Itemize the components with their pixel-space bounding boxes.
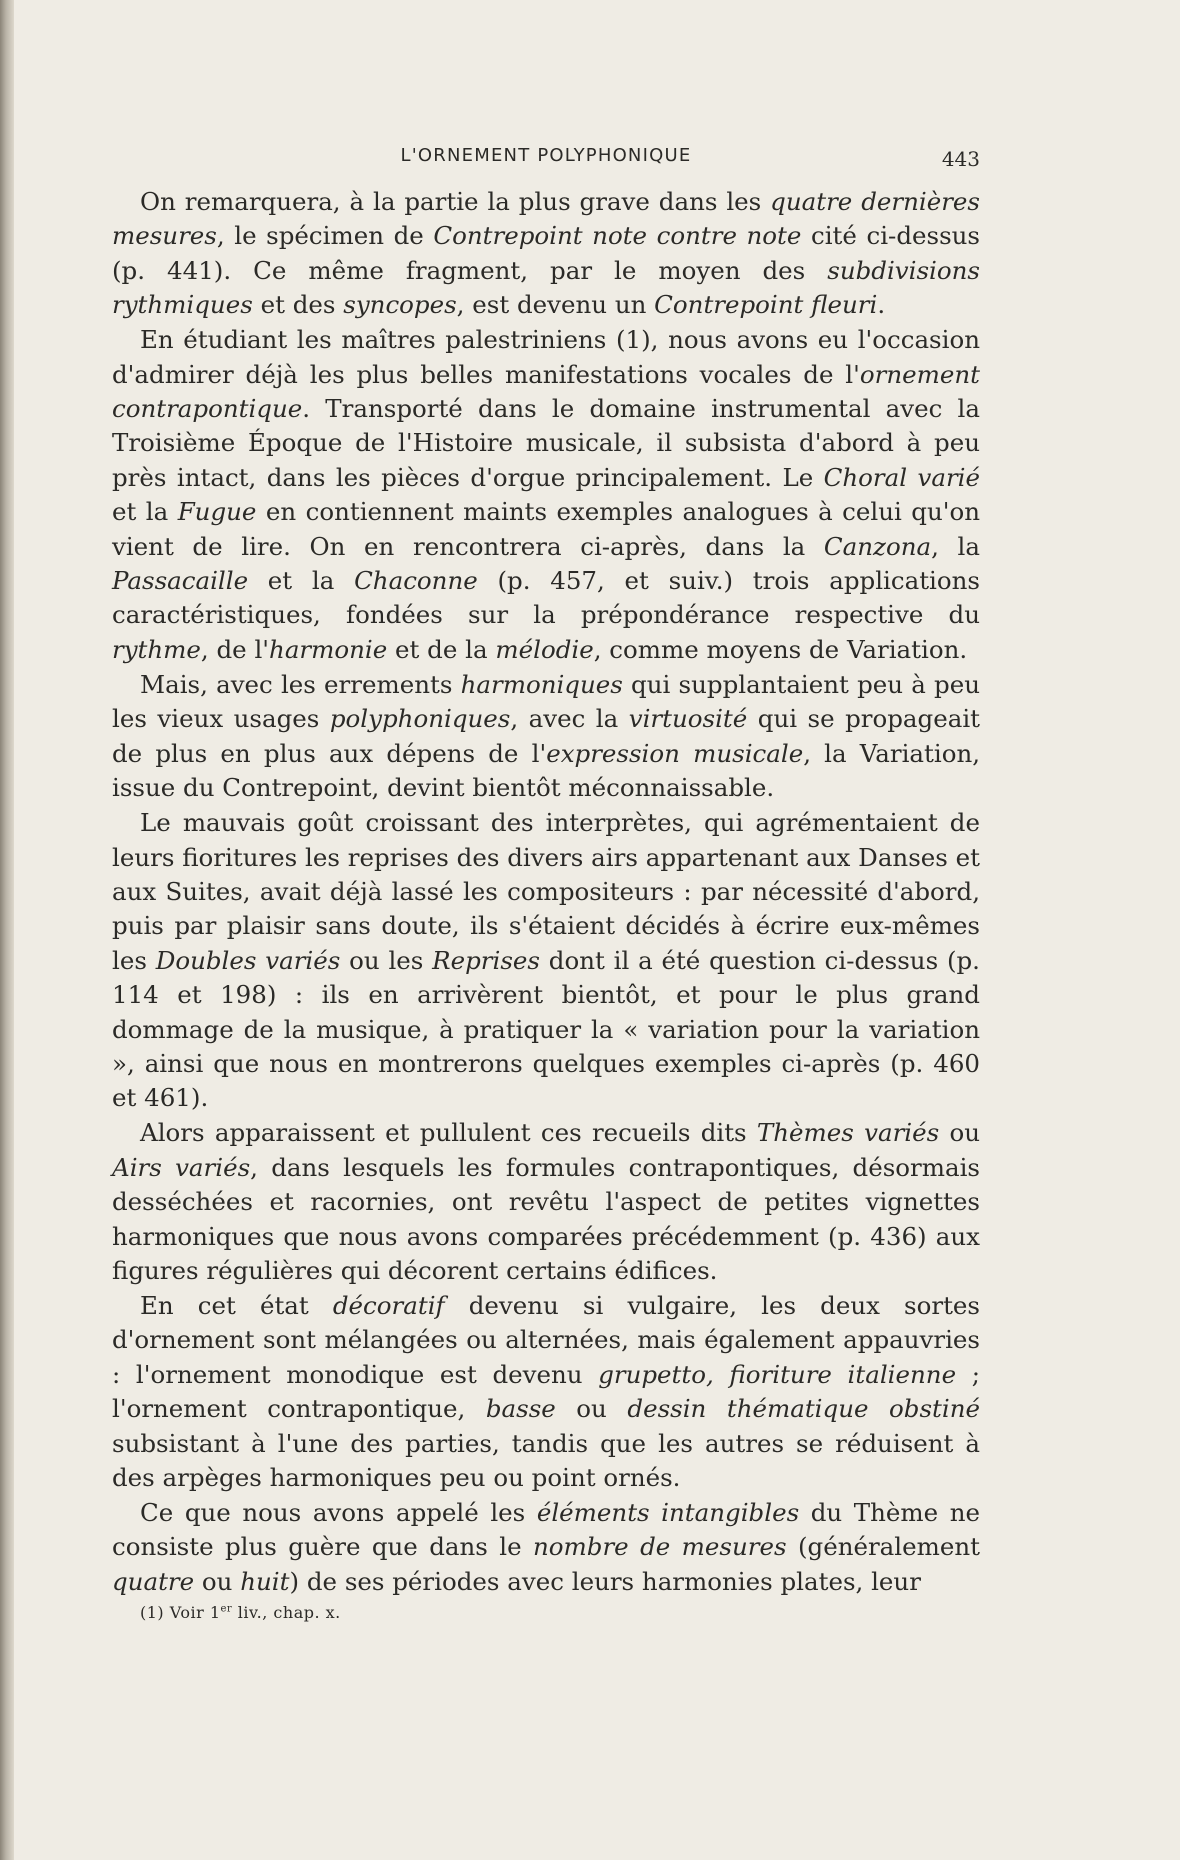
text-run: dont il a été question ci-dessus (p. 114 et 198) : ils en arrivèrent bientôt, et pour le plus grand dommage de la musique, à pratiquer la « variation pour la variation », ainsi que nous en montrerons quelques exemples ci-après (p. 460 et 461). (112, 945, 980, 1113)
italic-run: polyphoniques (329, 704, 511, 734)
italic-run: expression musicale (546, 738, 804, 768)
footnote (140, 1603, 341, 1622)
paragraph-5 (112, 1116, 980, 1288)
italic-run: virtuosité (628, 704, 748, 734)
body-text (112, 185, 980, 1599)
text-run: ; l'ornement contrapontique, (112, 1359, 980, 1424)
text-run: , le spécimen de (216, 221, 434, 251)
italic-run: dessin thématique obstiné (627, 1394, 980, 1424)
text-run: Le mauvais goût croissant des interprètes, qui agrémentaient de leurs fioritures les reprises des divers airs appartenant aux Danses et aux Suites, avait déjà lassé les compositeurs : par nécessité d'abord, puis par plaisir sans doute, ils s'étaient décidés à écrire eux-mêmes les (112, 808, 980, 975)
text-run: ) de ses périodes avec leurs harmonies plates, leur (289, 1566, 921, 1596)
italic-run: syncopes (343, 290, 457, 320)
text-run: , comme moyens de Variation. (593, 634, 968, 664)
italic-run: Thèmes variés (756, 1118, 940, 1148)
italic-run: éléments intangibles (536, 1498, 800, 1527)
text-run: qui se propageait de plus en plus aux dépens de l' (112, 704, 981, 768)
paragraph-1 (112, 185, 980, 323)
paragraph-6 (112, 1289, 980, 1495)
text-run: en contiennent maints exemples analogues à celui qu'on vient de lire. On en rencontrera ci-après, dans la (112, 497, 980, 561)
italic-run: ornement contrapontique (112, 359, 980, 424)
text-run: qui supplantaient peu à peu les vieux usages (112, 669, 981, 734)
text-run: ou (555, 1394, 628, 1424)
italic-run: Fugue (177, 497, 257, 527)
italic-run: huit (240, 1566, 290, 1596)
text-run: ou les (340, 945, 433, 975)
text-run: En étudiant les maîtres palestriniens (1), nous avons eu l'occasion d'admirer déjà les plus belles manifestations vocales de l' (112, 325, 980, 389)
footnote-marker: (1) Voir 1 (140, 1603, 221, 1622)
text-run: subsistant à l'une des parties, tandis que les autres se réduisent à des arpèges harmoniques peu ou point ornés. (112, 1428, 980, 1492)
italic-run: Contrepoint note contre note (433, 221, 802, 251)
text-run: et des (252, 290, 344, 320)
italic-run: décoratif (332, 1290, 445, 1320)
text-run: (p. 457, et suiv.) trois applications caractéristiques, fondées sur la prépondérance respective du (112, 566, 980, 630)
italic-run: Passacaille (112, 566, 249, 596)
text-run: , avec la (510, 704, 629, 734)
italic-run: subdivisions rythmiques (112, 255, 980, 320)
footnote-superscript: er (220, 1603, 233, 1615)
text-run: . Transporté dans le domaine instrumental avec la Troisième Époque de l'Histoire musicale, il subsista d'abord à peu près intact, dans les pièces d'orgue principalement. Le (112, 394, 980, 492)
italic-run: mélodie (495, 634, 594, 664)
text-run: et la (112, 497, 178, 527)
text-run: cité ci-dessus (p. 441). Ce même fragment, par le moyen des (112, 221, 980, 285)
page-header (112, 145, 980, 175)
text-run: ou (194, 1566, 241, 1596)
italic-run: harmoniques (460, 669, 623, 699)
paragraph-4 (112, 806, 980, 1116)
page-number: 443 (941, 147, 980, 171)
text-run: Ce que nous avons appelé les (140, 1498, 537, 1527)
text-run: , est devenu un (456, 290, 655, 320)
italic-run: Reprises (432, 945, 540, 975)
italic-run: quatre (112, 1566, 195, 1596)
paragraph-7 (112, 1496, 980, 1599)
italic-run: grupetto, fioriture italienne (598, 1359, 957, 1389)
italic-run: Choral varié (823, 462, 980, 492)
italic-run: Airs variés (112, 1152, 251, 1182)
italic-run: Chaconne (354, 566, 478, 596)
text-run: , de l' (200, 634, 270, 664)
text-run: On remarquera, à la partie la plus grave dans les (140, 187, 771, 216)
text-run: (généralement (786, 1532, 980, 1562)
text-run: , dans lesquels les formules contrapontiques, désormais desséchées et racornies, ont revêtu l'aspect de petites vignettes harmoniques que nous avons comparées précédemment (p. 436) aux figures régulières qui décorent certains édifices. (112, 1152, 981, 1285)
text-run: Alors apparaissent et pullulent ces recueils dits (140, 1118, 757, 1148)
italic-run: Contrepoint fleuri (654, 290, 878, 320)
text-run: , la (931, 531, 980, 561)
footnote-text: liv., chap. x. (232, 1603, 341, 1622)
paragraph-2 (112, 323, 980, 667)
italic-run: quatre dernières mesures (112, 187, 980, 251)
text-run: ou (939, 1118, 981, 1148)
text-run: Mais, avec les errements (140, 669, 461, 699)
text-run: En cet état (140, 1290, 333, 1320)
book-binding-shadow (0, 0, 14, 1860)
paragraph-3 (112, 668, 980, 806)
text-run: du Thème ne consiste plus guère que dans le (112, 1498, 980, 1562)
italic-run: basse (485, 1394, 556, 1424)
text-run: devenu si vulgaire, les deux sortes d'ornement sont mélangées ou alternées, mais également appauvries : l'ornement monodique est devenu (112, 1290, 981, 1389)
italic-run: rythme (112, 634, 201, 664)
text-run: . (877, 290, 886, 320)
italic-run: nombre de mesures (533, 1532, 787, 1562)
text-run: , la Variation, issue du Contrepoint, devint bientôt méconnaissable. (112, 738, 981, 803)
running-title: L'ORNEMENT POLYPHONIQUE (400, 145, 692, 166)
text-run: et de la (387, 634, 496, 664)
italic-run: Canzona (823, 531, 932, 561)
italic-run: Doubles variés (155, 945, 341, 975)
text-run: et la (248, 566, 355, 596)
italic-run: harmonie (269, 634, 388, 664)
